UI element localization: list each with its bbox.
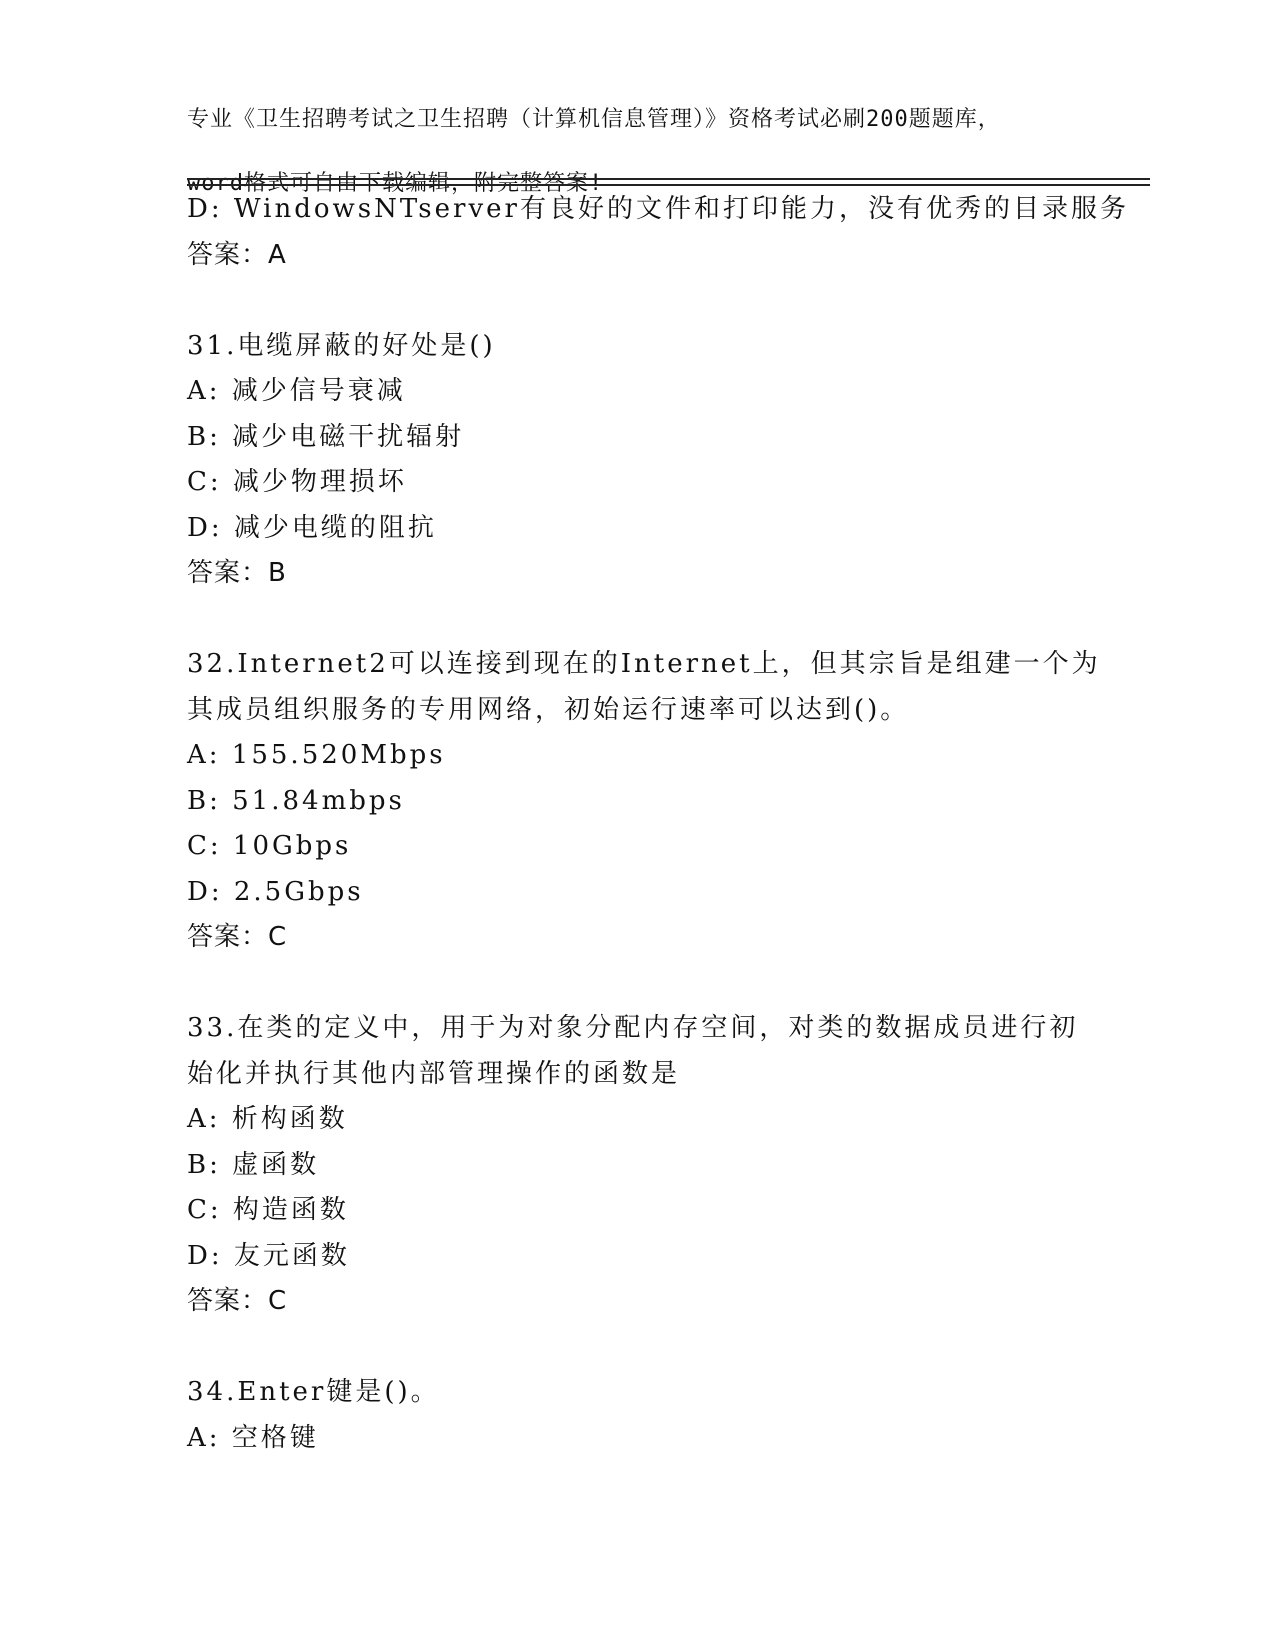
question-32 bbox=[187, 642, 1101, 961]
option-d: D: WindowsNTserver有良好的文件和打印能力，没有优秀的目录服务 bbox=[187, 194, 1129, 224]
question-30-tail bbox=[187, 187, 1129, 278]
question-31 bbox=[187, 324, 1087, 597]
spacer bbox=[187, 1325, 1087, 1371]
option-b: B: 51.84mbps bbox=[187, 785, 405, 816]
spacer bbox=[187, 278, 1087, 324]
question-text-line-1: 32.Internet2可以连接到现在的Internet上，但其宗旨是组建一个为 bbox=[187, 649, 1101, 679]
option-d: D: 友元函数 bbox=[187, 1240, 350, 1271]
question-text-line-2: 始化并执行其他内部管理操作的函数是 bbox=[187, 1058, 681, 1089]
header-title-line-1: 专业《卫生招聘考试之卫生招聘（计算机信息管理）》资格考试必刷200题题库， bbox=[187, 107, 1001, 132]
question-text: 34.Enter键是()。 bbox=[187, 1377, 440, 1407]
header-title-line-2: word格式可自由下载编辑，附完整答案! bbox=[187, 171, 604, 196]
option-b: B: 减少电磁干扰辐射 bbox=[187, 421, 465, 452]
option-a: A: 空格键 bbox=[187, 1422, 319, 1453]
question-text-line-2: 其成员组织服务的专用网络，初始运行速率可以达到()。 bbox=[187, 694, 910, 725]
answer: 答案：B bbox=[187, 558, 287, 588]
answer: 答案：C bbox=[187, 922, 288, 952]
spacer bbox=[187, 961, 1087, 1007]
question-33 bbox=[187, 1006, 1087, 1325]
option-c: C: 10Gbps bbox=[187, 831, 352, 861]
header-divider-bottom bbox=[187, 184, 1150, 186]
option-d: D: 减少电缆的阻抗 bbox=[187, 512, 437, 543]
option-c: C: 减少物理损坏 bbox=[187, 467, 407, 497]
option-a: A: 析构函数 bbox=[187, 1104, 348, 1134]
spacer bbox=[187, 597, 1087, 643]
header-divider-top bbox=[187, 178, 1150, 180]
question-list bbox=[187, 187, 1129, 1461]
option-a: A: 155.520Mbps bbox=[187, 740, 446, 770]
question-text-line-1: 33.在类的定义中，用于为对象分配内存空间，对类的数据成员进行初 bbox=[187, 1013, 1079, 1043]
question-34 bbox=[187, 1370, 1087, 1461]
option-b: B: 虚函数 bbox=[187, 1149, 320, 1180]
option-a: A: 减少信号衰减 bbox=[187, 376, 406, 406]
answer: 答案：A bbox=[187, 239, 287, 270]
option-d: D: 2.5Gbps bbox=[187, 876, 364, 907]
option-c: C: 构造函数 bbox=[187, 1195, 349, 1225]
answer: 答案：C bbox=[187, 1286, 288, 1316]
question-text: 31.电缆屏蔽的好处是() bbox=[187, 330, 496, 361]
